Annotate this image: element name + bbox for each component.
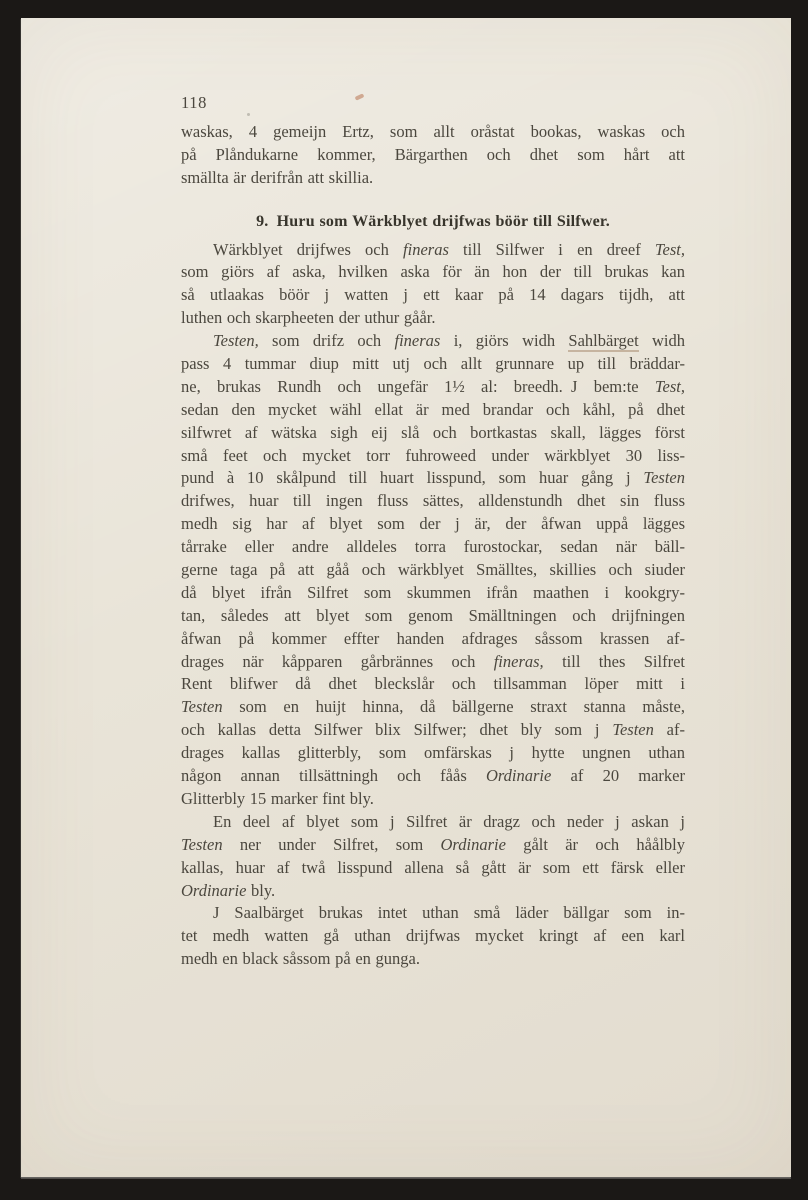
text-line	[181, 399, 685, 422]
text-segment: medh sig har af blyet som der j är, der åfwan uppå lägges	[181, 514, 685, 534]
text-line	[181, 765, 685, 788]
text-segment: någon annan tillsättningh och fåås	[181, 766, 486, 786]
text-segment: bly.	[246, 880, 276, 900]
text-line	[181, 673, 685, 696]
text-line	[181, 811, 685, 834]
text-segment: ner under Silfret, som	[222, 834, 441, 854]
section-heading: 9. Huru som Wärkblyet drijfwas böör till Silfwer.	[256, 212, 610, 230]
text-segment: J Saalbärget brukas intet uthan små läder bällgar som in-	[213, 903, 685, 923]
text-line	[181, 121, 685, 144]
italic-word: Ordinarie	[440, 834, 506, 854]
text-line	[181, 376, 685, 399]
text-segment: till Silfwer i en dreef	[448, 239, 655, 259]
text-segment: åfwan på kommer effter handen afdrages såssom krassen af-	[181, 628, 685, 648]
text-flow	[181, 121, 685, 971]
text-line	[181, 857, 685, 880]
page-number: 118	[181, 93, 207, 112]
text-segment: kallas, huar af twå lisspund allena så gått är som ett färsk eller	[181, 857, 685, 877]
italic-word: Testen	[643, 468, 685, 488]
text-line	[181, 880, 685, 903]
text-segment: Wärkblyet drijfwes och	[213, 239, 404, 259]
italic-word: Ordinarie	[181, 880, 247, 900]
text-line	[181, 467, 685, 490]
text-segment: då blyet ifrån Silfret som skummen ifrån maathen i kookgry-	[181, 582, 685, 602]
text-segment: drages kallas glitterbly, som omfärskas j hytte ungnen uthan	[181, 743, 685, 763]
text-line	[181, 834, 685, 857]
text-segment: Rent blifwer då dhet bleckslår och tillsamman löper mitt i	[181, 674, 685, 694]
text-segment: som drifz och	[258, 331, 395, 351]
text-line	[181, 330, 685, 353]
underlined-word: Sahlbärget	[568, 331, 639, 351]
paper-speck	[355, 93, 365, 100]
text-line	[181, 651, 685, 674]
text-line	[181, 605, 685, 628]
text-line	[181, 628, 685, 651]
text-line	[181, 167, 685, 190]
text-segment: Glitterbly 15 marker fint bly.	[181, 788, 374, 808]
text-line	[181, 422, 685, 445]
text-line	[181, 144, 685, 167]
text-segment: ne, brukas Rundh och ungefär 1½ al: breedh. J bem:te	[181, 376, 655, 396]
italic-word: fineras	[394, 331, 441, 351]
text-line	[181, 788, 685, 811]
italic-word: Testen	[612, 720, 654, 740]
text-line	[181, 559, 685, 582]
text-line	[181, 239, 685, 262]
text-line	[181, 742, 685, 765]
text-segment: medh en black såssom på en gunga.	[181, 949, 420, 969]
text-segment: på Plåndukarne kommer, Bärgarthen och dhet som hårt att	[181, 144, 685, 164]
text-line	[181, 261, 685, 284]
italic-word: Test,	[654, 376, 685, 396]
text-line	[181, 513, 685, 536]
text-segment: tan, således att blyet som genom Smälltningen och drijfningen	[181, 605, 685, 625]
paper-speck	[247, 113, 250, 116]
text-segment: tårrake eller andre alldeles torra furostockar, sedan när bäll-	[181, 537, 685, 557]
text-segment: och kallas detta Silfwer blix Silfwer; dhet bly som j	[181, 720, 613, 740]
text-segment: små feet och mycket torr fuhroweed under wärkblyet 30 liss-	[181, 445, 685, 465]
text-line	[181, 353, 685, 376]
text-segment: så utlaakas böör j watten j ett kaar på 14 dagars tijdh, att	[181, 285, 685, 305]
text-line	[181, 582, 685, 605]
text-segment: i, giörs widh	[440, 331, 569, 351]
text-line	[181, 536, 685, 559]
text-line	[181, 445, 685, 468]
text-line	[181, 948, 685, 971]
text-segment: pass 4 tummar diup mitt utj och allt grunnare up till bräddar-	[181, 354, 685, 374]
text-segment: till thes Silfret	[543, 651, 685, 671]
text-line	[181, 719, 685, 742]
book-page	[21, 18, 791, 1177]
text-segment: widh	[638, 331, 685, 351]
italic-word: Test,	[654, 239, 685, 259]
text-line	[181, 284, 685, 307]
text-segment: gålt är och håålbly	[505, 834, 685, 854]
text-line	[181, 925, 685, 948]
italic-word: fineras,	[493, 651, 544, 671]
italic-word: Testen	[181, 697, 223, 717]
italic-word: Ordinarie	[485, 766, 552, 786]
text-segment: silfwret af wätska sigh eij slå och bortkastas skall, lägges först	[181, 422, 685, 442]
text-line	[181, 490, 685, 513]
text-segment: waskas, 4 gemeijn Ertz, som allt oråstat bookas, waskas och	[181, 122, 685, 141]
text-segment: af 20 marker	[551, 766, 685, 786]
text-segment: som en huijt hinna, då bällgerne straxt stanna måste,	[222, 697, 685, 717]
text-segment: drages när kåpparen gårbrännes och	[181, 651, 494, 671]
text-segment: luthen och skarpheeten der uthur gåår.	[181, 308, 436, 328]
text-line	[181, 307, 685, 330]
text-segment: af-	[653, 720, 685, 740]
text-segment: tet medh watten gå uthan drijfwas mycket kringt af een karl	[181, 926, 685, 946]
italic-word: fineras	[403, 239, 449, 259]
text-segment: gerne taga på att gåå och wärkblyet Smälltes, skillies och siuder	[181, 560, 685, 580]
text-segment: pund à 10 skålpund till huart lisspund, som huar gång j	[181, 468, 644, 488]
italic-word: Testen	[181, 834, 223, 854]
text-segment: smällta är derifrån att skillia.	[181, 167, 374, 187]
text-segment: drifwes, huar till ingen fluss sättes, alldenstundh dhet sin fluss	[181, 491, 685, 511]
text-line	[181, 902, 685, 925]
text-line	[181, 696, 685, 719]
italic-word: Testen,	[213, 331, 259, 351]
text-segment: sedan den mycket wähl ellat är med brandar och kåhl, på dhet	[181, 399, 685, 419]
text-segment: En deel af blyet som j Silfret är dragz och neder j askan j	[213, 811, 685, 831]
text-segment: som giörs af aska, hvilken aska för än hon der till brukas kan	[181, 262, 685, 282]
